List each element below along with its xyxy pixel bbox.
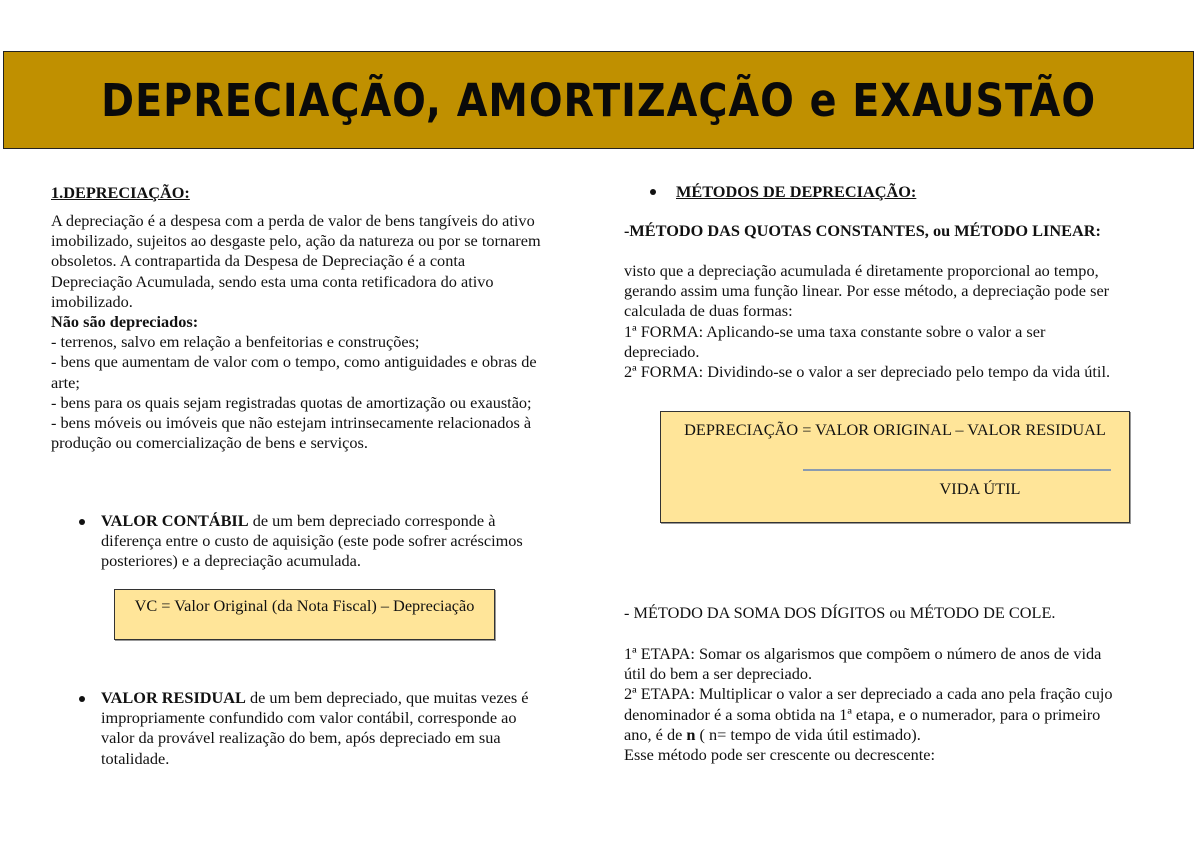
- valor-residual-paragraph: [101, 688, 581, 769]
- paragraph-line: diferença entre o custo de aquisição (este pode sofrer acréscimos: [101, 531, 523, 551]
- vc-formula-box: [114, 589, 495, 640]
- formula-numerator: DEPRECIAÇÃO = VALOR ORIGINAL – VALOR RESIDUAL: [684, 420, 1106, 439]
- valor-contabil-text: de um bem depreciado corresponde à: [248, 511, 496, 530]
- paragraph-line: denominador é a soma obtida na 1ª etapa, e o numerador, para o primeiro: [624, 704, 1101, 724]
- n-variable: n: [686, 724, 696, 744]
- paragraph-line: gerando assim uma função linear. Por esse método, a depreciação pode ser: [624, 281, 1110, 301]
- line-text: ano, é de: [624, 724, 687, 744]
- paragraph-line: impropriamente confundido com valor contábil, corresponde ao: [101, 708, 517, 728]
- depreciation-formula-box: [660, 411, 1130, 523]
- linear-method-paragraph: [624, 261, 1184, 382]
- paragraph-line: [624, 725, 1184, 745]
- paragraph-line: depreciado.: [624, 341, 700, 361]
- page-title: DEPRECIAÇÃO, AMORTIZAÇÃO e EXAUSTÃO: [101, 73, 1096, 127]
- paragraph-line: imobilizado, sujeitos ao desgaste pelo, ação da natureza ou por se tornarem: [51, 231, 541, 251]
- paragraph-line: imobilizado.: [51, 291, 133, 311]
- linear-method-heading: -MÉTODO DAS QUOTAS CONSTANTES, ou MÉTODO LINEAR:: [624, 221, 1101, 240]
- paragraph-line: Esse método pode ser crescente ou decrescente:: [624, 745, 936, 765]
- paragraph-line: posteriores) e a depreciação acumulada.: [101, 551, 361, 571]
- methods-heading: MÉTODOS DE DEPRECIAÇÃO:: [676, 182, 917, 201]
- valor-residual-term: VALOR RESIDUAL: [101, 688, 246, 707]
- soma-digitos-heading: - MÉTODO DA SOMA DOS DÍGITOS ou MÉTODO DE COLE.: [624, 603, 1056, 622]
- list-item: - bens móveis ou imóveis que não estejam intrinsecamente relacionados à: [51, 413, 532, 433]
- paragraph-line: valor da provável realização do bem, após depreciado em sua: [101, 728, 501, 748]
- fraction-divider: [803, 469, 1111, 471]
- soma-digitos-paragraph: [624, 644, 1184, 765]
- paragraph-line: calculada de duas formas:: [624, 301, 793, 321]
- paragraph-line: 2ª FORMA: Dividindo-se o valor a ser depreciado pelo tempo da vida útil.: [624, 362, 1111, 382]
- line-text: ( n= tempo de vida útil estimado).: [695, 724, 921, 744]
- paragraph-line: obsoletos. A contrapartida da Despesa de Depreciação é a conta: [51, 251, 466, 271]
- paragraph-line: Depreciação Acumulada, sendo esta uma conta retificadora do ativo: [51, 271, 494, 291]
- title-banner: [3, 51, 1194, 149]
- bullet-icon: [650, 189, 656, 195]
- list-item: arte;: [51, 372, 80, 392]
- list-item: - terrenos, salvo em relação a benfeitorias e construções;: [51, 332, 420, 352]
- bullet-icon: [79, 519, 85, 525]
- list-item: - bens que aumentam de valor com o tempo, como antiguidades e obras de: [51, 352, 537, 372]
- valor-contabil-paragraph: [101, 511, 581, 572]
- vc-formula: VC = Valor Original (da Nota Fiscal) – Depreciação: [134, 596, 475, 615]
- bullet-icon: [79, 696, 85, 702]
- depreciacao-paragraph: [51, 211, 591, 453]
- paragraph-line: 1ª ETAPA: Somar os algarismos que compõem o número de anos de vida: [624, 644, 1102, 663]
- paragraph-line: totalidade.: [101, 748, 170, 768]
- paragraph-line: útil do bem a ser depreciado.: [624, 664, 813, 684]
- paragraph-line: 2ª ETAPA: Multiplicar o valor a ser depreciado a cada ano pela fração cujo: [624, 684, 1113, 704]
- list-item: - bens para os quais sejam registradas quotas de amortização ou exaustão;: [51, 392, 532, 412]
- section-heading-depreciacao: 1.DEPRECIAÇÃO:: [51, 183, 190, 202]
- formula-denominator: VIDA ÚTIL: [939, 479, 1021, 498]
- not-depreciated-label: Não são depreciados:: [51, 312, 199, 332]
- paragraph-line: A depreciação é a despesa com a perda de valor de bens tangíveis do ativo: [51, 211, 535, 230]
- paragraph-line: visto que a depreciação acumulada é diretamente proporcional ao tempo,: [624, 261, 1099, 280]
- valor-contabil-term: VALOR CONTÁBIL: [101, 511, 249, 530]
- valor-residual-text: de um bem depreciado, que muitas vezes é: [245, 688, 529, 707]
- paragraph-line: 1ª FORMA: Aplicando-se uma taxa constante sobre o valor a ser: [624, 321, 1046, 341]
- list-item: produção ou comercialização de bens e serviços.: [51, 433, 368, 453]
